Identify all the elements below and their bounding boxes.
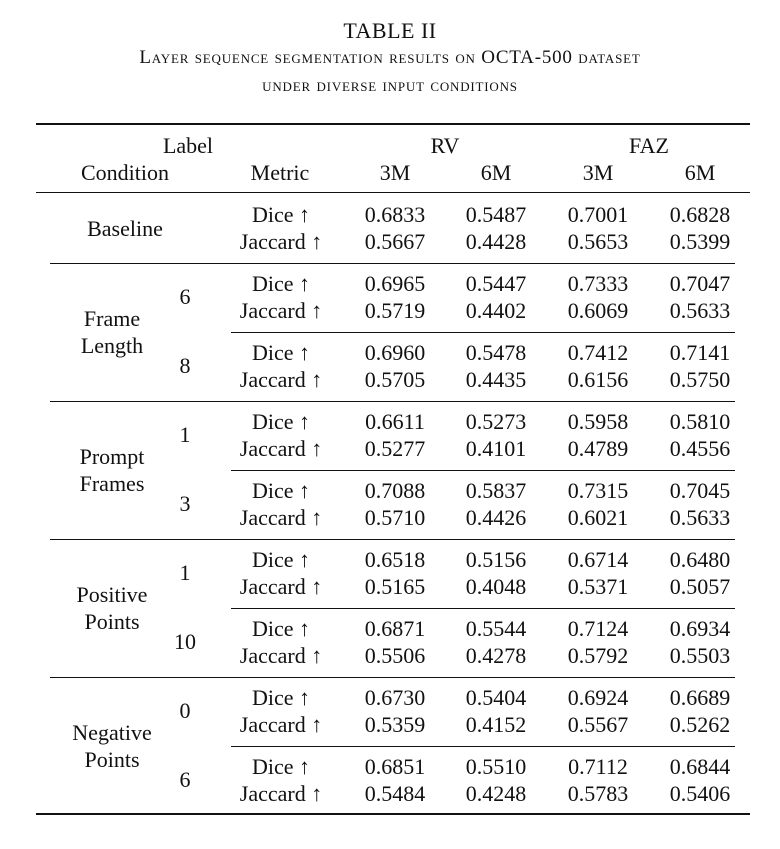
value-cell: 0.4101 [465,436,527,461]
table-caption-line-1: Layer sequence segmentation results on OCTA-500 dataset [139,47,641,68]
value-cell: 0.6069 [567,298,629,323]
value-cell: 0.4426 [465,505,527,530]
condition-value: 8 [179,353,191,378]
metric-label: Jaccard ↑ [239,643,323,668]
value-cell: 0.5567 [567,712,629,737]
value-cell: 0.5057 [669,574,731,599]
value-cell: 0.5156 [465,547,527,572]
header-label: Label [162,133,214,158]
sub-separator [231,746,735,747]
value-cell: 0.5792 [567,643,629,668]
value-cell: 0.5750 [669,367,731,392]
value-cell: 0.6518 [364,547,426,572]
value-cell: 0.7333 [567,271,629,296]
metric-label: Dice ↑ [251,547,311,572]
condition-name: Frames [79,470,145,496]
metric-label: Dice ↑ [251,478,311,503]
condition-name: Positive [76,581,148,607]
metric-label: Dice ↑ [251,685,311,710]
group-separator [50,677,735,678]
value-cell: 0.6851 [364,754,426,779]
condition-name: Frame [83,305,141,331]
value-cell: 0.5406 [669,781,731,806]
value-cell: 0.7412 [567,340,629,365]
value-cell: 0.6960 [364,340,426,365]
sub-separator [231,332,735,333]
value-cell: 0.5277 [364,436,426,461]
header-col-1: 3M [379,160,411,185]
value-cell: 0.5633 [669,298,731,323]
value-cell: 0.5447 [465,271,527,296]
value-cell: 0.5484 [364,781,426,806]
value-cell: 0.6730 [364,685,426,710]
value-cell: 0.5478 [465,340,527,365]
value-cell: 0.6965 [364,271,426,296]
metric-label: Jaccard ↑ [239,298,323,323]
metric-label: Dice ↑ [251,754,311,779]
value-cell: 0.5710 [364,505,426,530]
value-cell: 0.5399 [669,229,731,254]
header-rule [36,192,750,193]
condition-value: 6 [179,767,191,792]
value-cell: 0.6611 [365,409,425,434]
value-cell: 0.6833 [364,202,426,227]
value-cell: 0.5404 [465,685,527,710]
header-col-2: 6M [480,160,512,185]
value-cell: 0.7112 [568,754,628,779]
bottom-rule [36,813,750,815]
table-caption-line-2: under diverse input conditions [262,75,518,96]
metric-label: Jaccard ↑ [239,781,323,806]
value-cell: 0.4402 [465,298,527,323]
value-cell: 0.5958 [567,409,629,434]
header-faz: FAZ [629,133,669,158]
condition-name: Length [80,332,144,358]
sub-separator [231,470,735,471]
value-cell: 0.5510 [465,754,527,779]
value-cell: 0.5165 [364,574,426,599]
value-cell: 0.6714 [567,547,629,572]
value-cell: 0.6871 [364,616,426,641]
condition-name: Baseline [87,215,163,241]
value-cell: 0.5273 [465,409,527,434]
sub-separator [231,608,735,609]
metric-label: Jaccard ↑ [239,505,323,530]
metric-label: Jaccard ↑ [239,574,323,599]
condition-name: Negative [72,719,152,745]
value-cell: 0.5359 [364,712,426,737]
value-cell: 0.7088 [364,478,426,503]
condition-value: 1 [179,560,191,585]
value-cell: 0.4278 [465,643,527,668]
value-cell: 0.5667 [364,229,426,254]
value-cell: 0.5653 [567,229,629,254]
value-cell: 0.4556 [669,436,731,461]
value-cell: 0.7315 [567,478,629,503]
group-separator [50,263,735,264]
value-cell: 0.5837 [465,478,527,503]
value-cell: 0.5371 [567,574,629,599]
value-cell: 0.5262 [669,712,731,737]
condition-value: 1 [179,422,191,447]
value-cell: 0.6689 [669,685,731,710]
value-cell: 0.4428 [465,229,527,254]
header-col-4: 6M [684,160,716,185]
header-metric: Metric [250,160,310,185]
value-cell: 0.4048 [465,574,527,599]
condition-name: Prompt [79,443,145,469]
value-cell: 0.4248 [465,781,527,806]
table-number: TABLE II [343,18,437,43]
condition-value: 3 [179,491,191,516]
value-cell: 0.4789 [567,436,629,461]
value-cell: 0.6934 [669,616,731,641]
value-cell: 0.6828 [669,202,731,227]
group-separator [50,401,735,402]
header-col-3: 3M [582,160,614,185]
metric-label: Jaccard ↑ [239,229,323,254]
value-cell: 0.5487 [465,202,527,227]
value-cell: 0.5544 [465,616,527,641]
value-cell: 0.5503 [669,643,731,668]
metric-label: Jaccard ↑ [239,367,323,392]
metric-label: Dice ↑ [251,340,311,365]
value-cell: 0.5719 [364,298,426,323]
value-cell: 0.6021 [567,505,629,530]
value-cell: 0.7124 [567,616,629,641]
value-cell: 0.4152 [465,712,527,737]
condition-name: Points [84,746,140,772]
value-cell: 0.6924 [567,685,629,710]
value-cell: 0.5633 [669,505,731,530]
value-cell: 0.6480 [669,547,731,572]
value-cell: 0.5506 [364,643,426,668]
header-condition: Condition [80,160,170,185]
value-cell: 0.5810 [669,409,731,434]
header-rv: RV [430,133,460,158]
value-cell: 0.6844 [669,754,731,779]
value-cell: 0.4435 [465,367,527,392]
value-cell: 0.7045 [669,478,731,503]
metric-label: Jaccard ↑ [239,436,323,461]
condition-name: Points [84,608,140,634]
condition-value: 10 [174,629,196,654]
metric-label: Dice ↑ [251,271,311,296]
metric-label: Jaccard ↑ [239,712,323,737]
metric-label: Dice ↑ [251,202,311,227]
group-separator [50,539,735,540]
top-rule [36,123,750,125]
value-cell: 0.6156 [567,367,629,392]
metric-label: Dice ↑ [251,616,311,641]
value-cell: 0.5783 [567,781,629,806]
value-cell: 0.7141 [669,340,731,365]
metric-label: Dice ↑ [251,409,311,434]
value-cell: 0.5705 [364,367,426,392]
value-cell: 0.7047 [669,271,731,296]
value-cell: 0.7001 [567,202,629,227]
condition-value: 6 [179,284,191,309]
condition-value: 0 [179,698,191,723]
